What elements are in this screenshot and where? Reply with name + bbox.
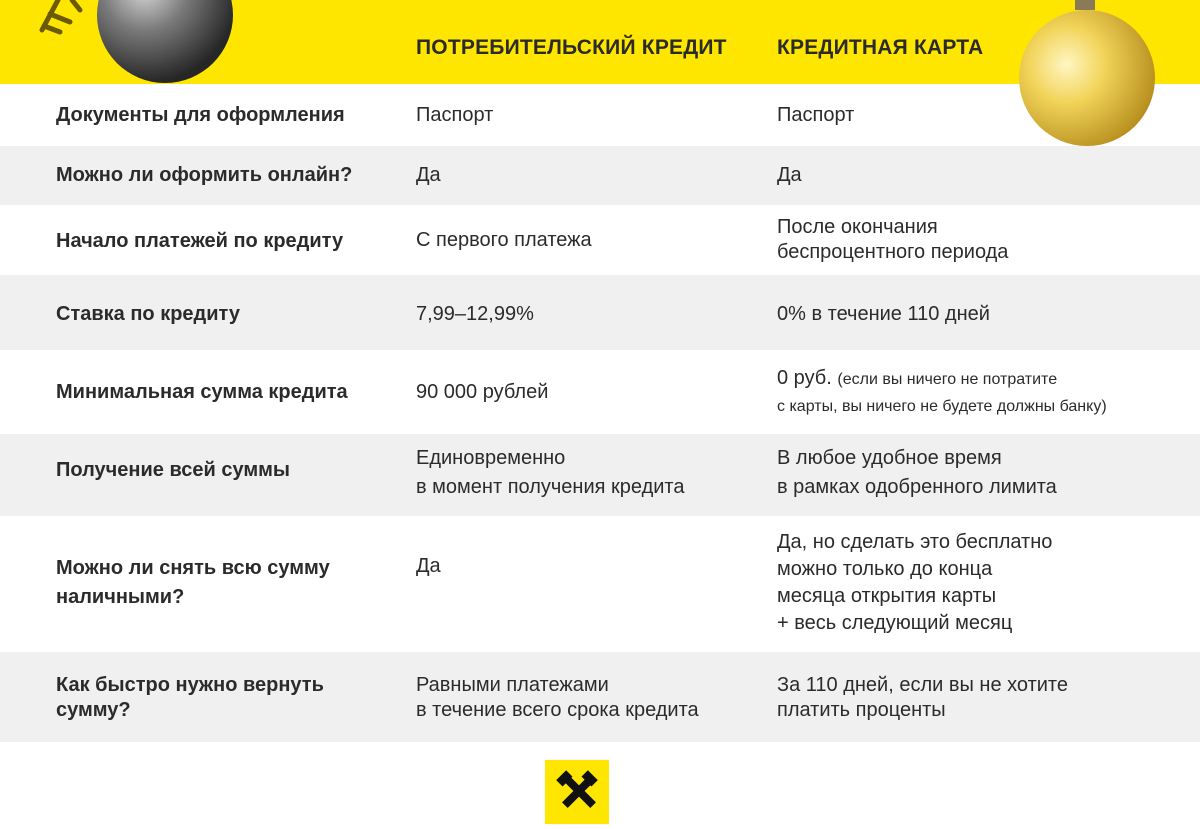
column-header-credit-card: КРЕДИТНАЯ КАРТА [777,36,984,59]
row-label: Получение всей суммы [56,459,290,481]
credit-card-value: 0 руб. (если вы ничего не потратите с карты, вы ничего не будете должны банку) [777,367,1107,415]
table-row [0,146,1200,205]
credit-card-value: Паспорт [777,104,855,126]
gold-ornament [1015,0,1165,148]
row-label: Можно ли снять всю сумму наличными? [56,557,330,608]
table-row [0,205,1200,275]
row-label: Документы для оформления [56,104,345,126]
credit-card-value: За 110 дней, если вы не хотите платить проценты [777,674,1068,721]
consumer-credit-value: Да [416,555,441,577]
row-label: Начало платежей по кредиту [56,230,344,252]
consumer-credit-value: 90 000 рублей [416,381,549,403]
credit-card-value: Да, но сделать это бесплатно можно только до конца месяца открытия карты + весь следующий месяц [777,531,1053,634]
silver-ornament [95,0,235,85]
table-row [0,275,1200,350]
consumer-credit-value: Равными платежами в течение всего срока кредита [416,674,699,721]
table-row [0,516,1200,652]
bank-logo-icon [545,760,609,824]
table-row [0,652,1200,742]
table-row [0,434,1200,516]
consumer-credit-value: Да [416,164,441,186]
column-header-consumer-credit: ПОТРЕБИТЕЛЬСКИЙ КРЕДИТ [416,36,727,59]
row-label: Ставка по кредиту [56,303,240,325]
consumer-credit-value: 7,99–12,99% [416,303,534,325]
credit-card-value: 0% в течение 110 дней [777,303,990,325]
consumer-credit-value: С первого платежа [416,229,592,251]
table-row [0,350,1200,434]
credit-card-value: После окончания беспроцентного периода [777,216,1009,263]
row-label: Как быстро нужно вернуть сумму? [56,674,324,721]
credit-card-value: В любое удобное время в рамках одобренного лимита [777,447,1057,498]
row-label: Минимальная сумма кредита [56,381,348,403]
consumer-credit-value: Единовременно в момент получения кредита [416,447,685,498]
credit-card-value: Да [777,164,802,186]
row-label: Можно ли оформить онлайн? [56,164,353,186]
consumer-credit-value: Паспорт [416,104,494,126]
